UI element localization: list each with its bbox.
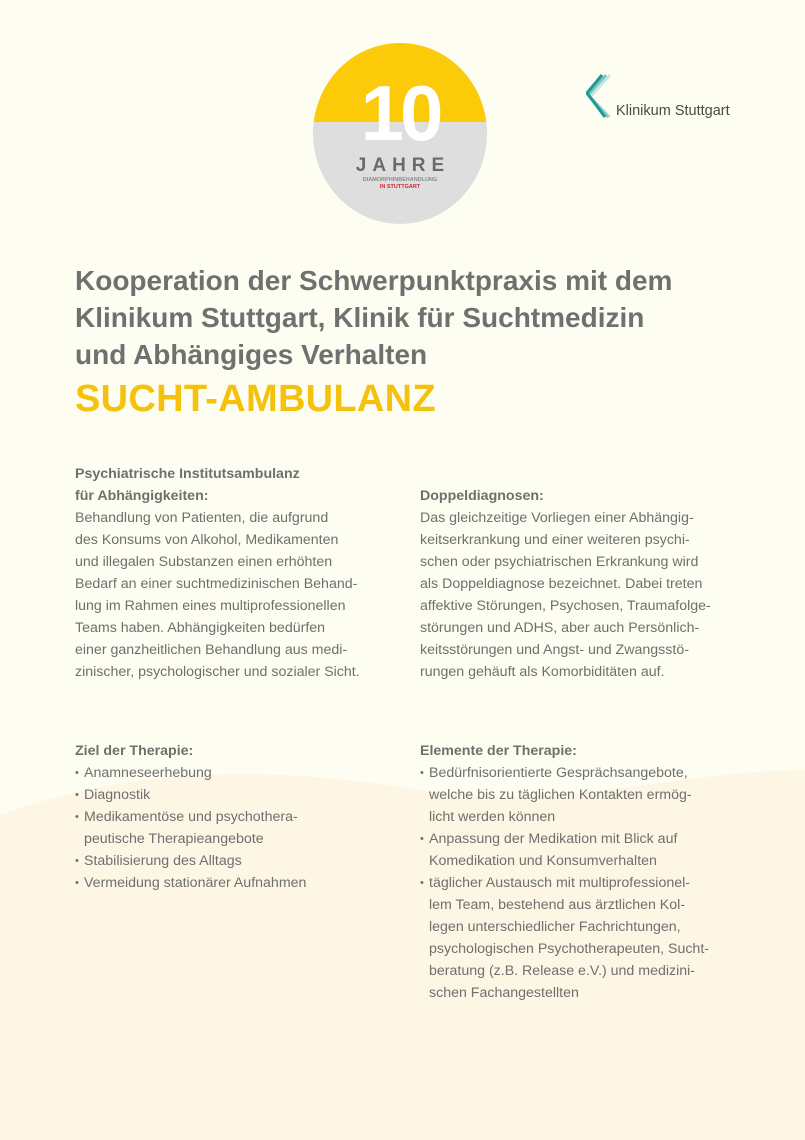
section-pia — [75, 463, 360, 683]
badge-label: JAHRE — [355, 155, 451, 176]
title-line: Klinikum Stuttgart, Klinik für Suchtmedizin — [75, 302, 645, 333]
text-line: als Doppeldiagnose bezeichnet. Dabei treten — [420, 576, 703, 592]
list-item: • Bedürfnisorientierte Gesprächsangebote, welche bis zu täglichen Kontakten ermög- licht werden können — [420, 762, 709, 828]
list-item: • Diagnostik — [75, 784, 306, 806]
list-item: • Vermeidung stationärer Aufnahmen — [75, 872, 306, 894]
section-doppeldiagnosen — [420, 485, 711, 683]
elemente-list — [420, 762, 709, 1004]
page-title — [75, 262, 672, 373]
text-line: störungen und ADHS, aber auch Persönlich- — [420, 620, 700, 636]
text-line: Behandlung von Patienten, die aufgrund — [75, 510, 329, 526]
badge-number: 10 — [360, 69, 440, 157]
list-item: • Stabilisierung des Alltags — [75, 850, 306, 872]
section-elemente — [420, 740, 709, 1004]
ziel-list — [75, 762, 306, 894]
text-line: Teams haben. Abhängigkeiten bedürfen — [75, 620, 326, 636]
text-line: lung im Rahmen eines multiprofessionellen — [75, 598, 346, 614]
section-heading: Ziel der Therapie: — [75, 743, 194, 759]
text-line: keitsstörungen und Angst- und Zwangsstö- — [420, 642, 689, 658]
text-line: rungen gehäuft als Komorbiditäten auf. — [420, 664, 665, 680]
text-line: affektive Störungen, Psychosen, Traumafolge- — [420, 598, 711, 614]
klinikum-logo — [586, 73, 730, 119]
badge-city: IN STUTTGART — [379, 184, 421, 190]
text-line: Bedarf an einer suchtmedizinischen Behand- — [75, 576, 358, 592]
text-line: schen oder psychiatrischen Erkrankung wird — [420, 554, 699, 570]
text-line: und illegalen Substanzen einen erhöhten — [75, 554, 333, 570]
section-heading: Doppeldiagnosen: — [420, 488, 544, 504]
title-line: und Abhängiges Verhalten — [75, 339, 428, 370]
anniversary-badge — [313, 43, 487, 224]
section-ziel — [75, 740, 306, 894]
klinikum-chevron-icon — [586, 73, 614, 119]
text-line: des Konsums von Alkohol, Medikamenten — [75, 532, 339, 548]
text-line: Das gleichzeitige Vorliegen einer Abhängig- — [420, 510, 694, 526]
section-heading: Elemente der Therapie: — [420, 743, 577, 759]
list-item: • Anpassung der Medikation mit Blick auf Komedikation und Konsumverhalten — [420, 828, 709, 872]
list-item: • Medikamentöse und psychothera- peutische Therapieangebote — [75, 806, 306, 850]
list-item: • Anamneseerhebung — [75, 762, 306, 784]
logo-text: Klinikum Stuttgart — [616, 103, 730, 119]
page-subtitle: SUCHT-AMBULANZ — [75, 378, 436, 420]
badge-subtitle: DIAMORPHINBEHANDLUNG — [362, 177, 438, 183]
section-heading: Psychiatrische Institutsambulanz für Abhängigkeiten: — [75, 466, 300, 504]
text-line: einer ganzheitlichen Behandlung aus medi- — [75, 642, 348, 658]
text-line: zinischer, psychologischer und sozialer Sicht. — [75, 664, 360, 680]
list-item: • täglicher Austausch mit multiprofessionel- lem Team, bestehend aus ärztlichen Kol- legen unterschiedlicher Fachrichtungen, psychologischen Psychotherapeuten, Sucht- beratung (z.B. Release e.V.) und medizini- schen Fachangestellten — [420, 872, 709, 1004]
text-line: keitserkrankung und einer weiteren psychi- — [420, 532, 690, 548]
title-line: Kooperation der Schwerpunktpraxis mit dem — [75, 265, 673, 296]
